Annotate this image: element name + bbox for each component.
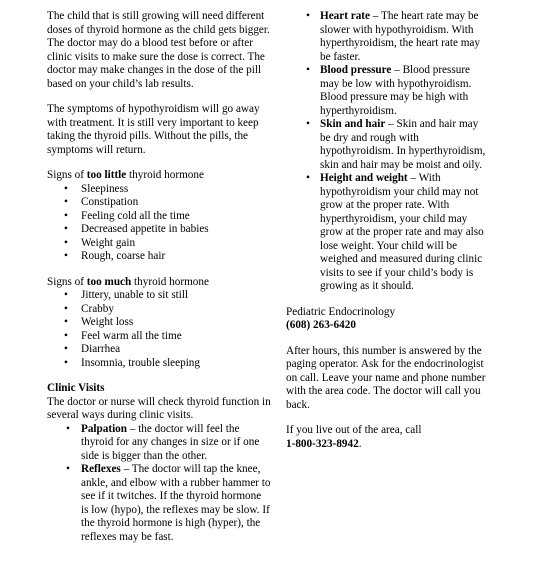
clinic-visits-list [47, 423, 271, 545]
item-description: – Blood pressure may be low with hypothyroidism. Blood pressure may be high with hyperthyroidism. [320, 64, 472, 117]
list-item [286, 118, 491, 172]
list-item: • Rough, coarse hair [47, 250, 271, 264]
item-description: – The heart rate may be slower with hypothyroidism. With hyperthyroidism, the heart rate may be faster. [320, 10, 480, 63]
toll-free-line [286, 438, 491, 452]
list-item: • Jittery, unable to sit still [47, 289, 271, 303]
too-much-list [47, 289, 271, 370]
list-item: • Weight gain [47, 237, 271, 251]
list-item [47, 463, 271, 544]
list-item: • Insomnia, trouble sleeping [47, 357, 271, 371]
item-description: – With hypothyroidism your child may not grow at the proper rate. With hyperthyroidism, your child may grow at the proper rate and may also lose weight. Your child will be weighed and measured during clinic visits to see if your child’s body is growing as it should. [320, 172, 484, 292]
toll-free-period: . [358, 437, 362, 450]
list-item: • Crabby [47, 303, 271, 317]
item-term: Skin and hair [320, 118, 386, 130]
right-column [286, 10, 491, 451]
clinic-visits-text: The doctor or nurse will check thyroid function in several ways during clinic visits. [47, 395, 271, 421]
list-item: • Diarrhea [47, 343, 271, 357]
item-term: Height and weight [320, 172, 408, 184]
too-much-prefix: Signs of [47, 275, 87, 288]
list-item: • Sleepiness [47, 183, 271, 197]
too-much-heading [47, 276, 271, 290]
list-item: • Decreased appetite in babies [47, 223, 271, 237]
contact-phone [286, 319, 491, 333]
list-item [286, 10, 491, 64]
list-item [286, 172, 491, 294]
exam-list [286, 10, 491, 294]
item-description: – Skin and hair may be dry and rough with hypothyroidism. In hyperthyroidism, skin and hair may be moist and oily. [320, 118, 486, 171]
after-hours-paragraph: After hours, this number is answered by the paging operator. Ask for the endocrinologist on call. Leave your name and phone number with the area code. The doctor will call you back. [286, 344, 486, 411]
item-description: – The doctor will tap the knee, ankle, and elbow with a rubber hammer to see if it twitches. If the thyroid hormone is low (hypo), the reflexes may be slow. If the thyroid hormone is high (hyper), the reflexes may be fast. [81, 463, 271, 543]
too-little-emphasis: too little [86, 169, 127, 181]
item-term: Heart rate [320, 10, 370, 22]
toll-free-number: 1-800-323-8942 [286, 437, 359, 450]
contact-name: Pediatric Endocrinology [286, 305, 396, 318]
list-item: • Feeling cold all the time [47, 210, 271, 224]
clinic-visits-title: Clinic Visits [47, 382, 105, 394]
item-term: Palpation [81, 422, 128, 435]
left-column [47, 10, 271, 544]
too-much-emphasis: too much [86, 275, 132, 288]
too-little-suffix: thyroid hormone [126, 169, 204, 181]
out-of-area-text: If you live out of the area, call [286, 424, 422, 436]
phone-number: (608) 263-6420 [286, 319, 356, 331]
list-item [286, 64, 491, 118]
list-item: • Constipation [47, 196, 271, 210]
too-much-suffix: thyroid hormone [131, 275, 209, 288]
item-term: Reflexes [81, 463, 121, 475]
list-item: • Feel warm all the time [47, 330, 271, 344]
clinic-visits-heading [47, 382, 271, 396]
symptoms-paragraph: The symptoms of hypothyroidism will go away with treatment. It is still very important to keep taking the thyroid pills. Without the pills, the symptoms will return. [47, 103, 260, 156]
item-term: Blood pressure [320, 64, 392, 76]
item-description: – the doctor will feel the thyroid for any changes in size or if one side is bigger than the other. [81, 422, 260, 462]
intro-paragraph: The child that is still growing will need different doses of thyroid hormone as the child gets bigger. The doctor may do a blood test before or after clinic visits to make sure the dose is correct. The doctor may make changes in the dose of the pill based on your child’s lab results. [47, 10, 270, 90]
too-little-list [47, 183, 271, 264]
list-item [47, 423, 271, 464]
too-little-heading [47, 169, 271, 183]
list-item: • Weight loss [47, 316, 271, 330]
too-little-prefix: Signs of [47, 169, 87, 181]
